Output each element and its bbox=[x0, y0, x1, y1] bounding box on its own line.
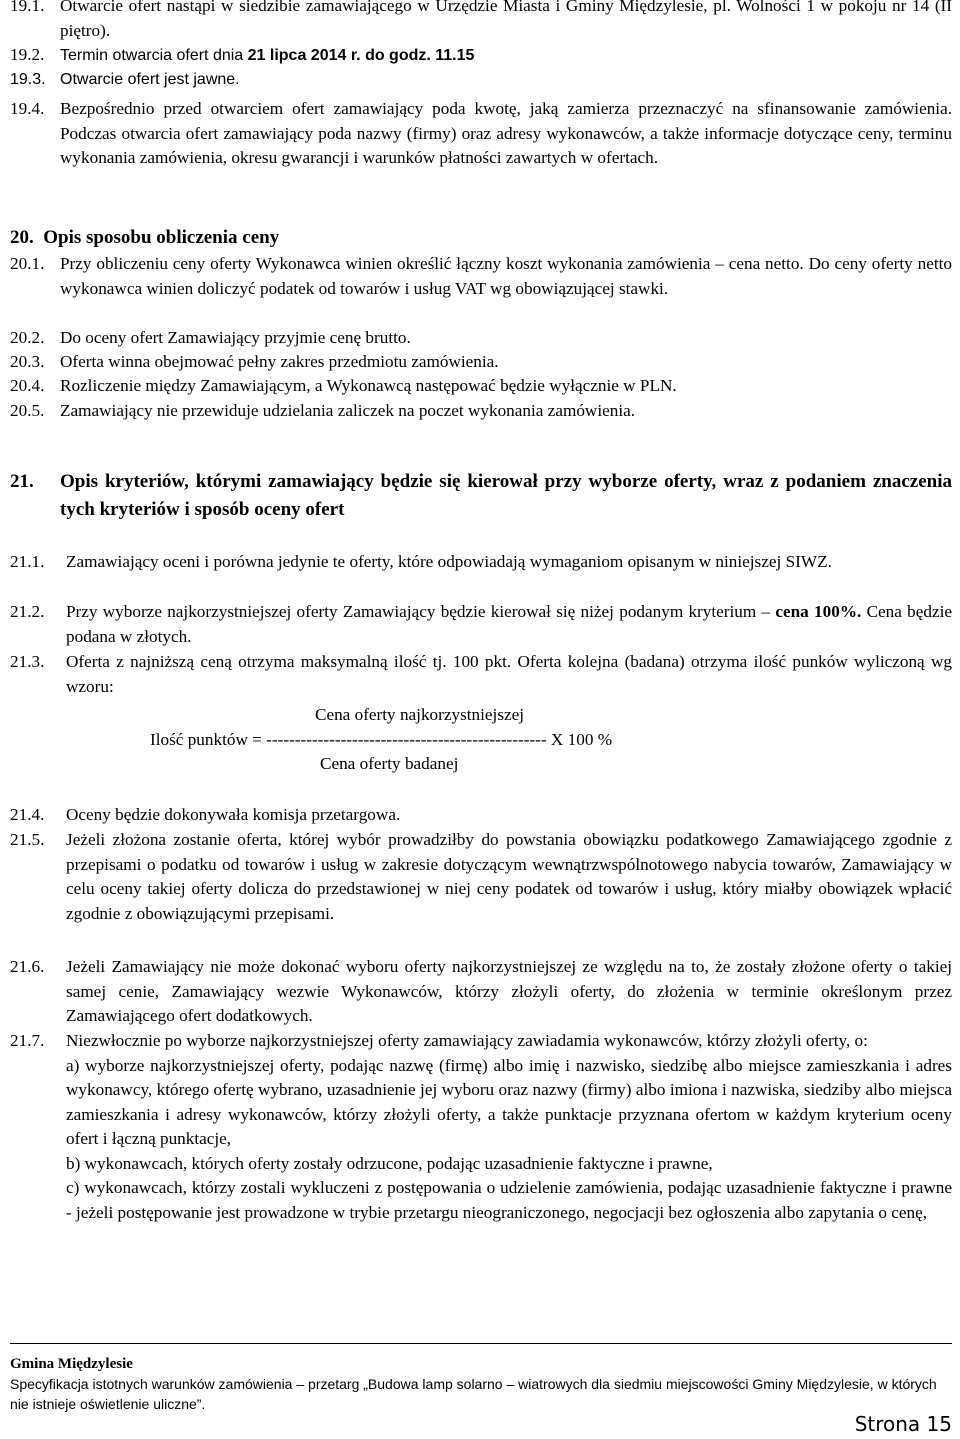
footer-title: Gmina Międzylesie bbox=[10, 1356, 133, 1372]
item-20-4: 20.4. Rozliczenie między Zamawiającym, a Wykonawcą następować będzie wyłącznie w PLN. bbox=[10, 376, 677, 395]
formula-denominator: Cena oferty badanej bbox=[320, 754, 459, 773]
item-21-2: 21.2. Przy wyborze najkorzystniejszej oferty Zamawiający będzie kierował się niżej podanym kryterium – cena 100%. Cena będzie podana w złotych. bbox=[10, 602, 953, 646]
footer-divider bbox=[10, 1343, 952, 1344]
item-21-6: 21.6. Jeżeli Zamawiający nie może dokonać wyboru oferty najkorzystniejszej ze względu na to, że zostały złożone oferty o takiej samej cenie, Zamawiający wezwie Wykonawców, którzy złożyli oferty, do złożenia w terminie określonym przez Zamawiającego ofert dodatkowych. bbox=[10, 957, 952, 1025]
section-20-heading: 20. Opis sposobu obliczenia ceny bbox=[10, 227, 280, 248]
item-21-1: 21.1. Zamawiający oceni i porówna jedynie te oferty, które odpowiadają wymaganiom opisanym w niniejszej SIWZ. bbox=[10, 552, 832, 571]
item-20-1: 20.1. Przy obliczeniu ceny oferty Wykonawca winien określić łączny koszt wykonania zamówienia – cena netto. Do ceny oferty netto wykonawca winien doliczyć podatek od towarów i usług VAT wg obowiązującej stawki. bbox=[10, 254, 952, 298]
formula-numerator: Cena oferty najkorzystniejszej bbox=[315, 705, 525, 724]
item-number: 19.4. bbox=[10, 99, 45, 118]
item-text: Otwarcie ofert nastąpi w siedzibie zamawiającego w Urzędzie Miasta i Gminy Międzylesie, pl. Wolności 1 w pokoju nr 14 (II piętro). bbox=[60, 0, 952, 40]
item-21-7-b: b) wykonawcach, których oferty zostały odrzucone, podając uzasadnienie faktyczne i prawne, bbox=[66, 1153, 713, 1173]
page-number: Strona 15 bbox=[854, 1412, 952, 1436]
item-number: 19.2. bbox=[10, 45, 45, 64]
footer-description: Specyfikacja istotnych warunków zamówienia – przetarg „Budowa lamp solarno – wiatrowych dla siedmiu miejscowości Gminy Międzylesie, w których nie istnieje oświetlenie uliczne”. bbox=[10, 1376, 937, 1412]
item-21-7-intro: Niezwłocznie po wyborze najkorzystniejszej oferty zamawiający zawiadamia wykonawców, którzy złożyli oferty, o: bbox=[66, 1031, 868, 1050]
item-21-4: 21.4. Oceny będzie dokonywała komisja przetargowa. bbox=[10, 805, 401, 824]
section-21-heading: 21. Opis kryteriów, którymi zamawiający będzie się kierował przy wyborze oferty, wraz z podaniem znaczenia tych kryteriów i sposób oceny ofert bbox=[10, 471, 952, 520]
item-number: 19.1. bbox=[10, 0, 45, 15]
item-21-7: 21.7. Niezwłocznie po wyborze najkorzystniejszej oferty zamawiający zawiadamia wykonawców, którzy złożyli oferty, o: a) wyborze najkorzystniejszej oferty, podając nazwę (firmę) albo imię i nazwisko, siedzibę albo miejsce zamieszkania i adres wykonawcy, którego ofertę wybrano, uzasadnienie jej wyboru oraz nazwy (firmy) albo imiona i nazwiska, siedziby albo miejsca zamieszkania i adresy wykonawców, którzy złożyli oferty, a także punktacje przyznana ofertom w każdym kryterium oceny ofert i łączną punktacje, b) wykonawcach, których oferty zostały odrzucone, podając uzasadnienie faktyczne i prawne, c) wykonawcach, którzy zostali wykluczeni z postępowania o udzielenie zamówienia, podając uzasadnienie faktyczne i prawne - jeżeli postępowanie jest prowadzone w trybie przetargu nieograniczonego, negocjacji bez ogłoszenia albo zapytania o cenę, bbox=[10, 1029, 952, 1225]
paragraph-19-4 bbox=[10, 97, 952, 171]
item-21-7-a: a) wyborze najkorzystniejszej oferty, podając nazwę (firmę) albo imię i nazwisko, siedzibę albo miejsce zamieszkania i adres wykonawcy, którego ofertę wybrano, uzasadnienie jej wyboru oraz nazwy (firmy) albo imiona i nazwiska, siedziby albo miejsca zamieszkania i adresy wykonawców, którzy złożyli oferty, a także punktacje przyznana ofertom w każdym kryterium oceny ofert i łączną punktacje, bbox=[66, 1055, 952, 1148]
item-20-2: 20.2. Do oceny ofert Zamawiający przyjmie cenę brutto. bbox=[10, 328, 411, 347]
formula-line: Ilość punktów = ------------------------------------------------- X 100 % bbox=[150, 730, 613, 749]
item-text: Bezpośrednio przed otwarciem ofert zamawiający poda kwotę, jaką zamierza przeznaczyć na sfinansowanie zamówienia. Podczas otwarcia ofert zamawiający poda nazwy (firmy) oraz adresy wykonawców, a także informacje dotyczące ceny, terminu wykonania zamówienia, okresu gwarancji i warunków płatności zawartych w ofertach. bbox=[60, 99, 952, 167]
item-text: Termin otwarcia ofert dnia 21 lipca 2014 r. do godz. 11.15 bbox=[60, 47, 475, 64]
item-text: Otwarcie ofert jest jawne. bbox=[60, 71, 240, 88]
paragraph-19-2 bbox=[10, 43, 952, 69]
paragraph-19-1 bbox=[10, 0, 952, 43]
item-21-7-c: c) wykonawcach, którzy zostali wykluczeni z postępowania o udzielenie zamówienia, podając uzasadnienie faktyczne i prawne - jeżeli postępowanie jest prowadzone w trybie przetargu nieograniczonego, negocjacji bez ogłoszenia albo zapytania o cenę, bbox=[66, 1178, 952, 1222]
item-20-3: 20.3. Oferta winna obejmować pełny zakres przedmiotu zamówienia. bbox=[10, 352, 499, 371]
item-20-5: 20.5. Zamawiający nie przewiduje udzielania zaliczek na poczet wykonania zamówienia. bbox=[10, 401, 636, 420]
item-number: 19.3. bbox=[10, 71, 46, 88]
item-21-3: 21.3. Oferta z najniższą ceną otrzyma maksymalną ilość tj. 100 pkt. Oferta kolejna (badana) otrzyma ilość punków wyliczoną wg wzoru: bbox=[10, 652, 952, 696]
paragraph-19-3 bbox=[10, 68, 952, 93]
item-21-5: 21.5. Jeżeli złożona zostanie oferta, której wybór prowadziłby do powstania obowiązku podatkowego Zamawiającego zgodnie z przepisami o podatku od towarów i usług w zakresie dotyczącym wewnątrzwspólnotowego nabycia towarów, Zamawiający w celu oceny takiej oferty dolicza do przedstawionej w niej ceny podatek od towarów i usług, który miałby obowiązek wpłacić zgodnie z obowiązującymi przepisami. bbox=[10, 830, 952, 923]
